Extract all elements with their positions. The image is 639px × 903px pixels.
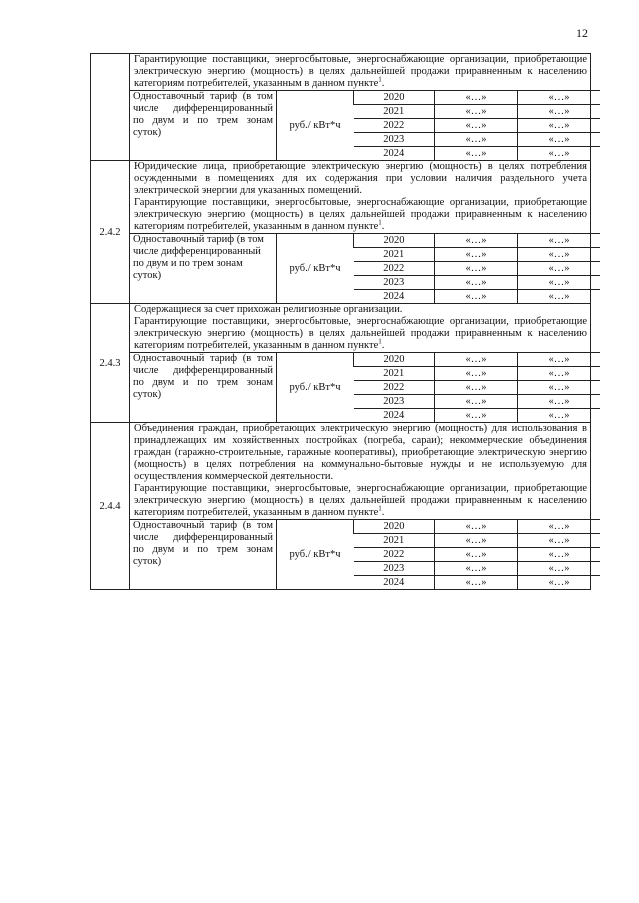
year-cell: 2023: [354, 276, 435, 290]
value-cell: «…»: [435, 409, 518, 423]
unit-label: руб./ кВт*ч: [277, 91, 354, 161]
year-cell: 2022: [354, 548, 435, 562]
value-cell: «…»: [518, 367, 601, 381]
unit-label: руб./ кВт*ч: [277, 353, 354, 423]
value-cell: «…»: [518, 290, 601, 304]
year-cell: 2020: [354, 520, 435, 534]
tariff-label: Одноставочный тариф (в том числе дифференцированный по двум и по трем зонам суток): [130, 353, 277, 423]
section-description: Объединения граждан, приобретающих электрическую энергию (мощность) для использования в принадлежащих им хозяйственных постройках (погреба, сараи); некоммерческие объединения граждан (гаражно-строительные, гаражные кооперативы), приобретающие электрическую энергию (мощность) в целях потребления на коммунально-бытовые нужды и не используемую для осуществления коммерческой деятельности.: [134, 423, 587, 482]
section-content: [130, 304, 591, 423]
value-cell: «…»: [518, 562, 601, 576]
table-row: [91, 304, 591, 423]
value-cell: «…»: [518, 262, 601, 276]
value-cell: «…»: [435, 367, 518, 381]
page-number: 12: [576, 26, 588, 40]
year-cell: 2020: [354, 353, 435, 367]
section-description: Юридические лица, приобретающие электрическую энергию (мощность) в целях потребления осужденными в помещениях для их содержания при условии наличия раздельного учета электрической энергии для указанных помещений.: [134, 161, 587, 196]
guarantee-paragraph: Гарантирующие поставщики, энергосбытовые, энергоснабжающие организации, приобретающие электрическую энергию (мощность) в целях дальнейшей продажи приравненным к населению категориям потребителей, указанным в данном пункте$^1$.: [134, 483, 587, 518]
year-cell: 2020: [354, 234, 435, 248]
value-cell: «…»: [518, 409, 601, 423]
year-cell: 2023: [354, 133, 435, 147]
table-row: [91, 161, 591, 304]
year-cell: 2022: [354, 262, 435, 276]
section-number: 2.4.2: [91, 161, 130, 304]
value-cell: «…»: [518, 548, 601, 562]
value-cell: «…»: [435, 520, 518, 534]
year-cell: 2022: [354, 119, 435, 133]
year-cell: 2024: [354, 147, 435, 161]
value-cell: «…»: [435, 119, 518, 133]
value-cell: «…»: [518, 520, 601, 534]
value-cell: «…»: [518, 276, 601, 290]
unit-label: руб./ кВт*ч: [277, 234, 354, 304]
section-content: [130, 54, 591, 161]
section-description: Содержащиеся за счет прихожан религиозные организации.: [134, 304, 403, 315]
tariff-subtable: [130, 352, 600, 422]
tariff-subtable: [130, 519, 600, 589]
year-cell: 2024: [354, 576, 435, 590]
value-cell: «…»: [435, 276, 518, 290]
tariff-label: Одноставочный тариф (в том числе дифференцированный по двум и по трем зонам суток): [130, 520, 277, 590]
section-content: [130, 423, 591, 590]
value-cell: «…»: [518, 576, 601, 590]
value-cell: «…»: [435, 248, 518, 262]
year-cell: 2024: [354, 290, 435, 304]
value-cell: «…»: [435, 562, 518, 576]
year-cell: 2020: [354, 91, 435, 105]
value-cell: «…»: [518, 248, 601, 262]
value-cell: «…»: [518, 395, 601, 409]
value-cell: «…»: [435, 534, 518, 548]
value-cell: «…»: [435, 133, 518, 147]
tariff-label: Одноставочный тариф (в том числе дифференцированный по двум и по трем зонам суток): [130, 91, 277, 161]
value-cell: «…»: [518, 119, 601, 133]
unit-label: руб./ кВт*ч: [277, 520, 354, 590]
value-cell: «…»: [518, 105, 601, 119]
value-cell: «…»: [518, 91, 601, 105]
tariff-subtable: [130, 90, 600, 160]
guarantee-paragraph: Гарантирующие поставщики, энергосбытовые, энергоснабжающие организации, приобретающие электрическую энергию (мощность) в целях дальнейшей продажи приравненным к населению категориям потребителей, указанным в данном пункте$^1$.: [134, 197, 587, 232]
tariff-table: [90, 53, 591, 590]
table-row: [91, 54, 591, 161]
year-cell: 2021: [354, 105, 435, 119]
value-cell: «…»: [518, 234, 601, 248]
year-cell: 2021: [354, 534, 435, 548]
guarantee-paragraph: Гарантирующие поставщики, энергосбытовые, энергоснабжающие организации, приобретающие электрическую энергию (мощность) в целях дальнейшей продажи приравненным к населению категориям потребителей, указанным в данном пункте$^1$.: [134, 316, 587, 351]
year-cell: 2024: [354, 409, 435, 423]
value-cell: «…»: [435, 234, 518, 248]
year-cell: 2023: [354, 395, 435, 409]
section-number: 2.4.4: [91, 423, 130, 590]
value-cell: «…»: [435, 105, 518, 119]
year-cell: 2023: [354, 562, 435, 576]
tariff-subtable: [130, 233, 600, 303]
year-cell: 2022: [354, 381, 435, 395]
value-cell: «…»: [435, 147, 518, 161]
section-number: [91, 54, 130, 161]
section-content: [130, 161, 591, 304]
value-cell: «…»: [518, 534, 601, 548]
table-row: [91, 423, 591, 590]
value-cell: «…»: [435, 548, 518, 562]
value-cell: «…»: [518, 381, 601, 395]
value-cell: «…»: [435, 290, 518, 304]
value-cell: «…»: [518, 133, 601, 147]
guarantee-paragraph: Гарантирующие поставщики, энергосбытовые, энергоснабжающие организации, приобретающие электрическую энергию (мощность) в целях дальнейшей продажи приравненным к населению категориям потребителей, указанным в данном пункте$^1$.: [134, 54, 587, 89]
value-cell: «…»: [435, 262, 518, 276]
value-cell: «…»: [518, 353, 601, 367]
value-cell: «…»: [435, 91, 518, 105]
value-cell: «…»: [435, 353, 518, 367]
value-cell: «…»: [435, 381, 518, 395]
value-cell: «…»: [518, 147, 601, 161]
year-cell: 2021: [354, 367, 435, 381]
year-cell: 2021: [354, 248, 435, 262]
section-number: 2.4.3: [91, 304, 130, 423]
value-cell: «…»: [435, 395, 518, 409]
tariff-label: Одноставочный тариф (в том числе дифференцированный по двум и по трем зонам суток): [130, 234, 277, 304]
value-cell: «…»: [435, 576, 518, 590]
